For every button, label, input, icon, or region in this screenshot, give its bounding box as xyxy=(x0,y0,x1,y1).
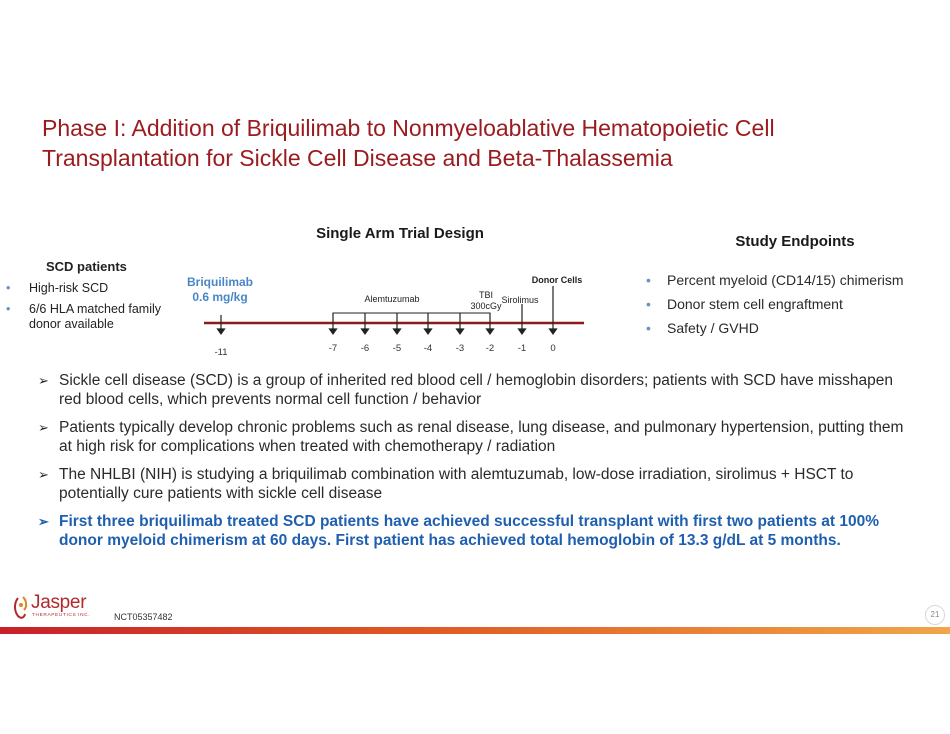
list-item: ➢ Patients typically develop chronic problems such as renal disease, lung disease, and pulmonary hypertension, putting them at high risk for complications when treated with chemotherapy / radiation xyxy=(38,419,904,455)
list-item: ➢ The NHLBI (NIH) is studying a briquilimab combination with alemtuzumab, low-dose irradiation, sirolimus + HSCT to potentially cure patients with sickle cell disease xyxy=(38,466,854,502)
slide-title: Phase I: Addition of Briquilimab to Nonmyeloablative Hematopoietic Cell Transplantation for Sickle Cell Disease and Beta-Thalassemia xyxy=(42,115,775,171)
bullet-icon: • xyxy=(6,281,11,295)
footer-gradient-bar xyxy=(0,627,950,634)
day-label: -4 xyxy=(423,343,433,354)
tbi-dose: 300cGy xyxy=(470,301,502,311)
day-label: -1 xyxy=(517,343,527,354)
list-item: • Donor stem cell engraftment xyxy=(646,296,843,312)
arrow-bullet-icon: ➢ xyxy=(38,514,49,529)
drug-name: Briquilimab xyxy=(186,275,253,289)
bullet-icon: • xyxy=(646,296,651,312)
study-endpoints-heading: Study Endpoints xyxy=(735,233,855,250)
page-number: 21 xyxy=(925,605,945,625)
day-arrowhead xyxy=(394,329,401,334)
alemtuzumab-bracket xyxy=(333,313,490,322)
day-label: -2 xyxy=(485,343,495,354)
trial-design-heading: Single Arm Trial Design xyxy=(316,225,484,242)
list-item: • Percent myeloid (CD14/15) chimerism xyxy=(646,272,904,288)
list-item: • 6/6 HLA matched family donor available xyxy=(6,302,162,331)
day-arrowhead xyxy=(550,329,557,334)
summary-bullets xyxy=(38,371,910,559)
arrow-bullet-icon: ➢ xyxy=(38,373,49,388)
drug-dose: 0.6 mg/kg xyxy=(192,290,248,304)
day-label: -11 xyxy=(214,347,228,358)
alemtuzumab-label: Alemtuzumab xyxy=(364,294,420,304)
list-item: • Safety / GVHD xyxy=(646,320,759,336)
day-arrowhead xyxy=(330,329,337,334)
scd-patients-heading: SCD patients xyxy=(46,259,127,274)
day-arrowhead xyxy=(457,329,464,334)
sirolimus-label: Sirolimus xyxy=(501,295,539,305)
day-arrowhead xyxy=(519,329,526,334)
trial-id: NCT05357482 xyxy=(114,612,173,622)
donor-cells-label: Donor Cells xyxy=(531,275,583,285)
day-label: -7 xyxy=(328,343,338,354)
day-arrowhead xyxy=(362,329,369,334)
day-label: -6 xyxy=(360,343,370,354)
logo-wordmark: Jasper xyxy=(31,592,87,613)
study-endpoints-list xyxy=(646,271,906,343)
arrow-bullet-icon: ➢ xyxy=(38,467,49,482)
highlight-list-item: ➢ First three briquilimab treated SCD patients have achieved successful transplant with first two patients at 100% donor myeloid chimerism at 60 days. First patient has achieved total hemoglobin of 13.3 g/dL at 5 months. xyxy=(38,513,879,549)
day-label: -3 xyxy=(455,343,465,354)
arrow-bullet-icon: ➢ xyxy=(38,420,49,435)
day-label: -5 xyxy=(392,343,402,354)
tbi-label: TBI xyxy=(478,290,494,300)
day-arrowhead xyxy=(487,329,494,334)
bullet-icon: • xyxy=(646,320,651,336)
day-label: 0 xyxy=(550,343,556,354)
logo-subtext: THERAPEUTICS INC. xyxy=(32,613,91,618)
list-item: • High-risk SCD xyxy=(6,281,109,295)
list-item: ➢ Sickle cell disease (SCD) is a group of inherited red blood cell / hemoglobin disorders; patients with SCD have misshapen red blood cells, which prevents normal cell function / behavior xyxy=(38,372,893,408)
day-arrowhead xyxy=(425,329,432,334)
day-arrowhead xyxy=(218,329,225,334)
bullet-icon: • xyxy=(6,302,11,316)
bullet-icon: • xyxy=(646,272,651,288)
